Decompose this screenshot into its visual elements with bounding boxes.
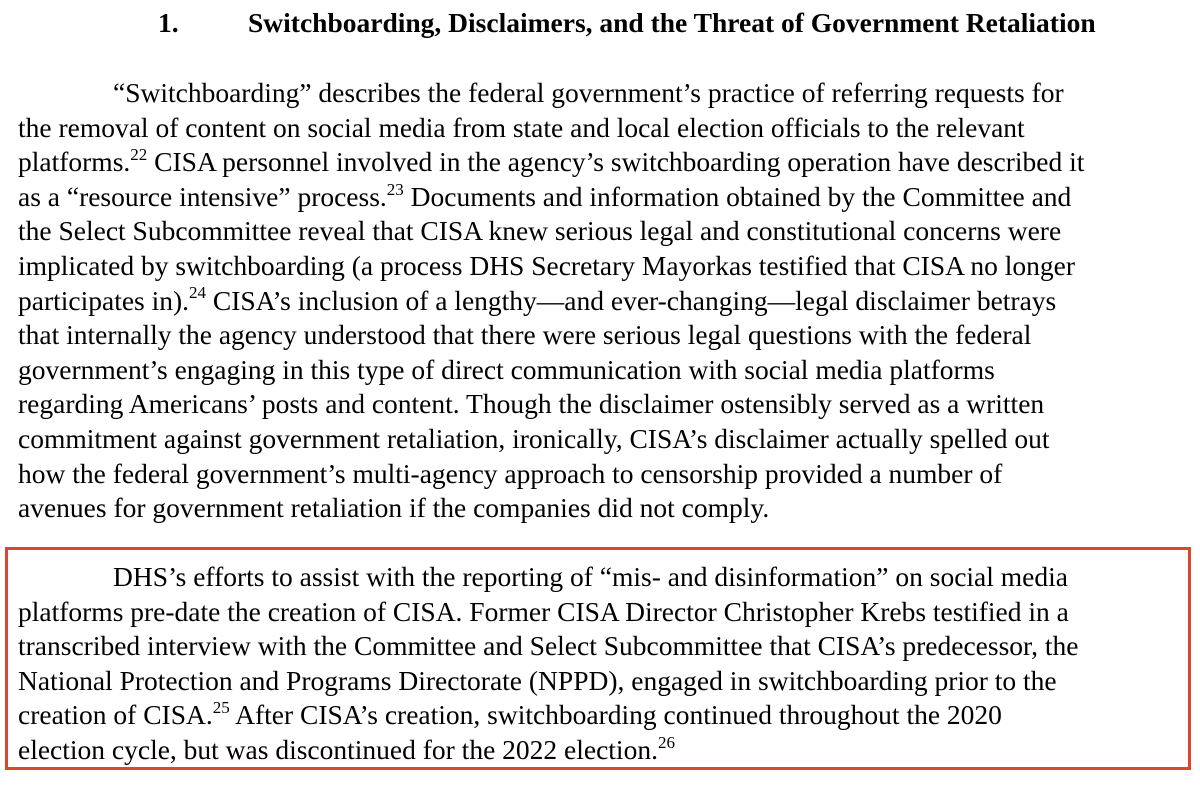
footnote-ref[interactable]: 23 (386, 179, 404, 199)
text-line: creation of CISA.$^{25}$ After CISA’s creation, switchboarding continued throughout the 2020 (18, 698, 1002, 731)
text-line: that internally the agency understood that there were serious legal questions with the federal (18, 319, 1032, 351)
text-line: participates in).$^{24}$ CISA’s inclusion of a lengthy—and ever-changing—legal disclaimer betrays (18, 283, 1057, 316)
section-heading (0, 6, 1200, 40)
section-number: 1. (158, 7, 179, 38)
text-line: regarding Americans’ posts and content. Though the disclaimer ostensibly served as a written (18, 388, 1045, 420)
text-line: as a “resource intensive” process.$^{23}$ Documents and information obtained by the Committee and (18, 179, 1072, 212)
text-line: the removal of content on social media from state and local election officials to the relevant (18, 111, 1025, 143)
text-line: DHS’s efforts to assist with the reporting of “mis- and disinformation” on social media (113, 561, 1068, 592)
text-line: the Select Subcommittee reveal that CISA knew serious legal and constitutional concerns were (18, 215, 1062, 247)
text-line: platforms pre-date the creation of CISA. Former CISA Director Christopher Krebs testified in a (18, 595, 1069, 627)
paragraph-dhs-efforts (18, 560, 1183, 768)
text-line: avenues for government retaliation if the companies did not comply. (18, 492, 770, 524)
section-title: Switchboarding, Disclaimers, and the Threat of Government Retaliation (248, 7, 1096, 38)
text-line: “Switchboarding” describes the federal government’s practice of referring requests for (113, 77, 1064, 108)
footnote-ref[interactable]: 25 (212, 698, 230, 718)
text-line: how the federal government’s multi-agency approach to censorship provided a number of (18, 457, 1003, 489)
text-line: implicated by switchboarding (a process DHS Secretary Mayorkas testified that CISA no longer (18, 249, 1075, 281)
footnote-ref[interactable]: 24 (189, 283, 207, 303)
paragraph-switchboarding (18, 76, 1188, 526)
text-line: platforms.$^{22}$ CISA personnel involved in the agency’s switchboarding operation have described it (18, 145, 1085, 178)
text-line: election cycle, but was discontinued for the 2022 election.$^{26}$ (18, 732, 675, 765)
footnote-ref[interactable]: 22 (130, 145, 148, 165)
text-line: National Protection and Programs Directorate (NPPD), engaged in switchboarding prior to the (18, 664, 1057, 696)
text-line: transcribed interview with the Committee and Select Subcommittee that CISA’s predecessor, the (18, 630, 1079, 662)
text-line: commitment against government retaliation, ironically, CISA’s disclaimer actually spelled out (18, 422, 1050, 454)
text-line: government’s engaging in this type of direct communication with social media platforms (18, 353, 995, 385)
footnote-ref[interactable]: 26 (657, 732, 675, 752)
